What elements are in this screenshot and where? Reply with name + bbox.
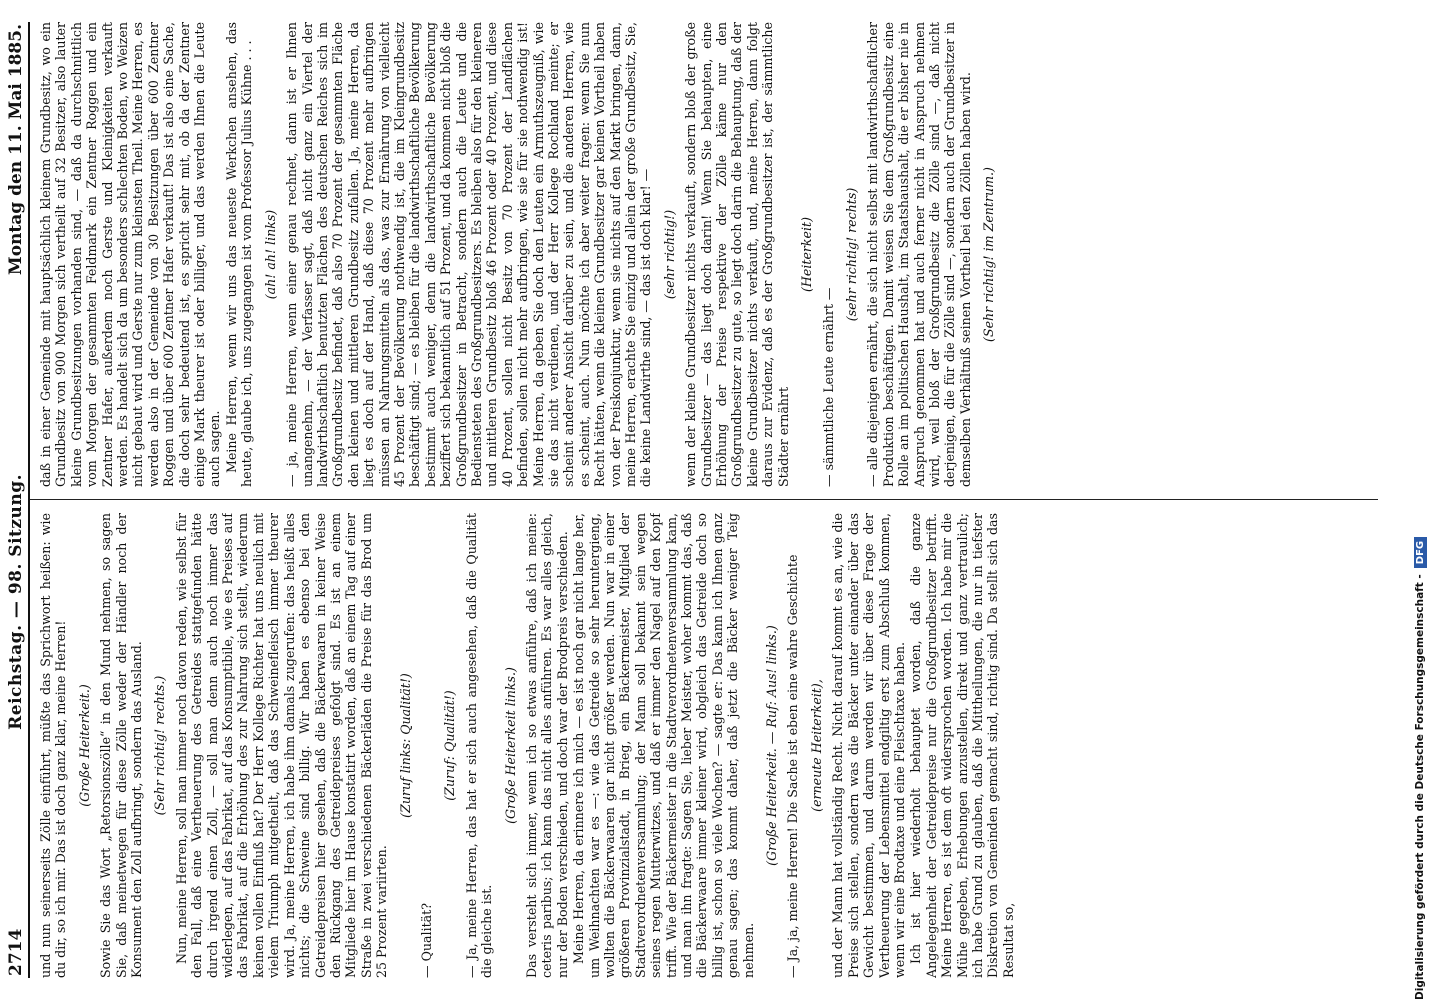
right-column xyxy=(38,22,1378,487)
speech-paragraph: und nun seinerseits Zölle einführt, müßte das Sprichwort heißen: wie du dir, so ich mir. Das ist doch ganz klar, meine Herren! xyxy=(38,513,69,978)
parliamentary-remark: (Zuruf: Qualität!) xyxy=(442,690,458,801)
speech-paragraph: Sowie Sie das Wort „Retorsionszölle“ in den Mund nehmen, so sagen Sie, daß meinetwegen für diese Zölle weder der Händler noch der Konsument den Zoll aufbringt, sondern das Ausland. xyxy=(98,513,145,978)
session-title: Reichstag. — 98. Sitzung. xyxy=(6,473,26,730)
speech-paragraph: — sämmtliche Leute ernährt — xyxy=(820,287,836,487)
parliamentary-remark: (Heiterkeit) xyxy=(799,217,815,292)
speech-paragraph: daß in einer Gemeinde mit hauptsächlich kleinem Grundbesitz, wo ein Grundbesitz von 900 Morgen sich vertheilt auf 32 Besitzer, also lauter kleine Grundbesitzungen vorhanden sind, — daß da durchschnittlich vom Morgen der gesammten Feldmark ein Zentner Roggen und ein Zentner Hafer, außerdem noch Gerste und Kleinigkeiten verkauft werden. Es handelt sich da um besonders schlechten Boden, wo Weizen nicht gebaut wird und Gerste nur zum kleinsten Theil. Meine Herren, es werden also in der Gemeinde von 30 Besitzungen über 600 Zentner Roggen und über 600 Zentner Hafer verkauft! Das ist also eine Sache, die doch sehr bedeutend ist, es spricht sehr mit, ob da der Zentner einige Mark theurer ist oder billiger, und das werden Ihnen die Leute auch sagen. xyxy=(38,22,223,487)
speech-paragraph: Meine Herren, da erinnere ich mich — es ist noch gar nicht lange her, um Weihnachten war es —: wie das Getreide so sehr heruntergieng, wollten die Bäckerwaaren gar nicht größer werden. Nun war in einer größeren Provinzialstadt, in Brieg, ein Bäckermeister, Mitglied der Stadtverordnetenversammlung; der Mann soll bekannt sein wegen seines regen Mutterwitzes, und daß er immer den Nagel auf den Kopf trifft. Wie der Bäckermeister in die Stadtverordnetenversammlung kam, und man ihn fragte: Sagen Sie, lieber Meister, woher kommt das, daß die Bäckerwaare immer kleiner wird, obgleich das Getreide doch so billig ist, schon so viele Wochen? — sagte er: Das kann ich Ihnen ganz genau sagen; das kommt daher, daß jetzt die Bäcker weniger Teig nehmen. xyxy=(571,513,756,978)
dfg-logo: DFG xyxy=(1414,537,1427,568)
parliamentary-remark: (Große Heiterkeit.) xyxy=(76,684,92,807)
speech-paragraph: — Ja, meine Herren, das hat er sich auch angesehen, daß die Qualität die gleiche ist. xyxy=(463,513,495,978)
digitization-note xyxy=(1411,40,1429,1000)
parliamentary-remark: (sehr richtig! rechts) xyxy=(843,187,859,322)
parliamentary-remark: (erneute Heiterkeit), xyxy=(808,679,824,812)
speech-paragraph: — alle diejenigen ernährt, die sich nicht selbst mit landwirthschaftlicher Produktion beschäftigen. Damit weisen Sie dem Großgrundbesitz eine Rolle an im politischen Haushalt, im Staatshaushalt, die er bisher nie in Anspruch genommen hat und auch ferner nicht in Anspruch nehmen wird, weil bloß der Großgrundbesitz die Zölle sind —, daß nicht derjenigen, die für die Zölle sind —, sondern auch der Grundbesitzer in demselben Verhältniß seinen Vortheil bei den Zöllen haben wird. xyxy=(865,22,973,487)
text-columns xyxy=(30,22,1378,978)
page-header xyxy=(6,22,30,978)
speech-paragraph: wenn der kleine Grundbesitzer nichts verkauft, sondern bloß der große Grundbesitzer — das liegt doch darin! Wenn Sie behaupten, eine Erhöhung der Preise respektive der Zölle käme nur den Großgrundbesitzer zu gute, so liegt doch darin die Behauptung, daß der kleine Grundbesitzer nichts verkauft, und, meine Herren, dann folgt daraus zur Evidenz, daß es der Großgrundbesitzer ist, der sämmtliche Städter ernährt xyxy=(683,22,791,487)
left-column xyxy=(38,513,1378,978)
session-date: Montag den 11. Mai 1885. xyxy=(6,24,26,276)
column-divider xyxy=(30,499,1378,500)
speech-paragraph: und der Mann hat vollständig Recht. Nicht darauf kommt es an, wie die Preise sich stellen, sondern was die Bäcker unter einander über das Gewicht bestimmen, und darum werden wir über diese Frage der Vertheuerung der Lebensmittel endgiltig erst zum Abschluß kommen, wenn wir eine Brodtaxe und eine Fleischtaxe haben. xyxy=(830,513,907,978)
speech-paragraph: — Qualität? xyxy=(418,903,434,978)
parliamentary-remark: (ah! ah! links) xyxy=(262,209,278,300)
parliamentary-remark: (sehr richtig!) xyxy=(661,209,677,300)
parliamentary-remark: (Zuruf links: Qualität!) xyxy=(397,673,413,818)
parliamentary-remark: (Sehr richtig! rechts.) xyxy=(152,675,168,816)
speech-paragraph: — ja, meine Herren, wenn einer genau rechnet, dann ist er Ihnen unangenehm, — der Verfasser sagt, daß nicht ganz ein Viertel der landwirthschaftlich benutzten Flächen des deutschen Reiches sich im Großgrundbesitz befindet, daß also 70 Prozent der gesammten Fläche den kleinen und mittleren Grundbesitz zufallen. Ja, meine Herren, da liegt es doch auf der Hand, daß diese 70 Prozent mehr aufbringen müssen an Nahrungsmitteln als das, was zur Ernährung von vielleicht 45 Prozent der Bevölkerung nothwendig ist, die im Kleingrundbesitz beschäftigt sind; — es bleiben für die landwirthschaftliche Bevölkerung bestimmt auch weniger, denn die landwirthschaftliche Bevölkerung beziffert sich bekanntlich auf 51 Prozent, und da kommen nicht bloß die Großgrundbesitzer in Betracht, sondern auch die Leute und die Bediensteten des Großgrundbesitzers. Es bleiben also für den kleineren und mittleren Grundbesitz bloß 46 Prozent oder 40 Prozent, und diese 40 Prozent, sollen nicht Besitz von 70 Prozent der Landflächen befinden, sollen nicht mehr aufbringen, wie sie für sie nothwendig ist! Meine Herren, da geben Sie doch den Leuten ein Armuthszeugniß, wie sie das nicht verdienen, und der Herr Kollege Rochland meinte; er scheint anderer Ansicht darüber zu sein, und die anderen Herren, wie es scheint, auch. Nun möchte ich aber weiter fragen: wenn Sie nun Recht hätten, wenn die kleinen Grundbesitzer gar keinen Vortheil haben von der Preiskonjunktur, wenn sie nichts auf den Markt bringen, dann, meine Herren, erachte Sie einzig und allein der große Grundbesitz, Sie, die keine Landwirthe sind, — das ist doch klar! — xyxy=(284,22,654,487)
parliamentary-remark: (Sehr richtig! im Zentrum.) xyxy=(981,167,997,342)
parliamentary-remark: (Große Heiterkeit links.) xyxy=(502,667,518,824)
speech-paragraph: Meine Herren, wenn wir uns das neueste Werkchen ansehen, das heute, glaube ich, uns zugegangen ist vom Professor Julius Kühne . . . xyxy=(223,22,255,487)
speech-paragraph: Das versteht sich immer, wenn ich so etwas anführe, daß ich meine: ceteris paribus; ich kann das nicht alles anführen. Es war alles gleich, nur der Boden verschieden, und doch war der Brodpreis verschieden. xyxy=(523,513,570,978)
speech-paragraph: Nun, meine Herren, soll man immer noch davon reden, wie selbst für den Fall, daß eine Vertheuerung des Getreides stattgefunden hätte durch irgend einen Zoll, — soll man denn auch noch immer das widerlegen, auf das Fabrikat, auf das Konsumptibile, wie es Preises auf das Fabrikat, auf die Erhöhung des zur Nahrung sich stellt, wiederum keinen vollen Einfluß hat? Der Herr Kollege Richter hat uns neulich mit vielem Triumph mitgetheilt, daß das Schweinefleisch immer theurer wird. Ja, meine Herren, ich habe ihm damals zugerufen: das heißt alles nichts; die Schweine sind billig. Wir haben es ebenso bei den Getreidepreisen hier gesehen, daß die Bäckerwaaren in keiner Weise den Rückgang des Getreidepreises gefolgt sind. Es ist an einem Mitgliede hier im Hause konstatirt worden, daß an einem Tag auf einer Straße in zwei verschiedenen Bäckerläden die Preise für das Brod um 25 Prozent variirten. xyxy=(173,513,390,978)
speech-paragraph: — Ja, ja, meine Herren! Die Sache ist eben eine wahre Geschichte xyxy=(785,554,801,978)
speech-paragraph: Ich ist hier wiederholt behauptet worden, daß die ganze Angelegenheit der Getreidepreise nur die Großgrundbesitzer betrifft. Meine Herren, es ist dem oft widersprochen worden. Ich habe mir die Mühe gegeben, Erhebungen anzustellen, direkt und ganz vertraulich; ich habe Grund zu glauben, daß die Mittheilungen, die nur in tiefster Diskretion von Gemeinden gemacht sind, richtig sind. Da stellt sich das Resultat so, xyxy=(908,513,1016,978)
page-number: 2714 xyxy=(6,928,26,976)
digitization-text: Digitalisierung gefördert durch die Deutsche Forschungsgemeinschaft - xyxy=(1414,574,1426,1000)
parliamentary-remark: (Große Heiterkeit. — Ruf: Aus! links.) xyxy=(764,625,780,866)
